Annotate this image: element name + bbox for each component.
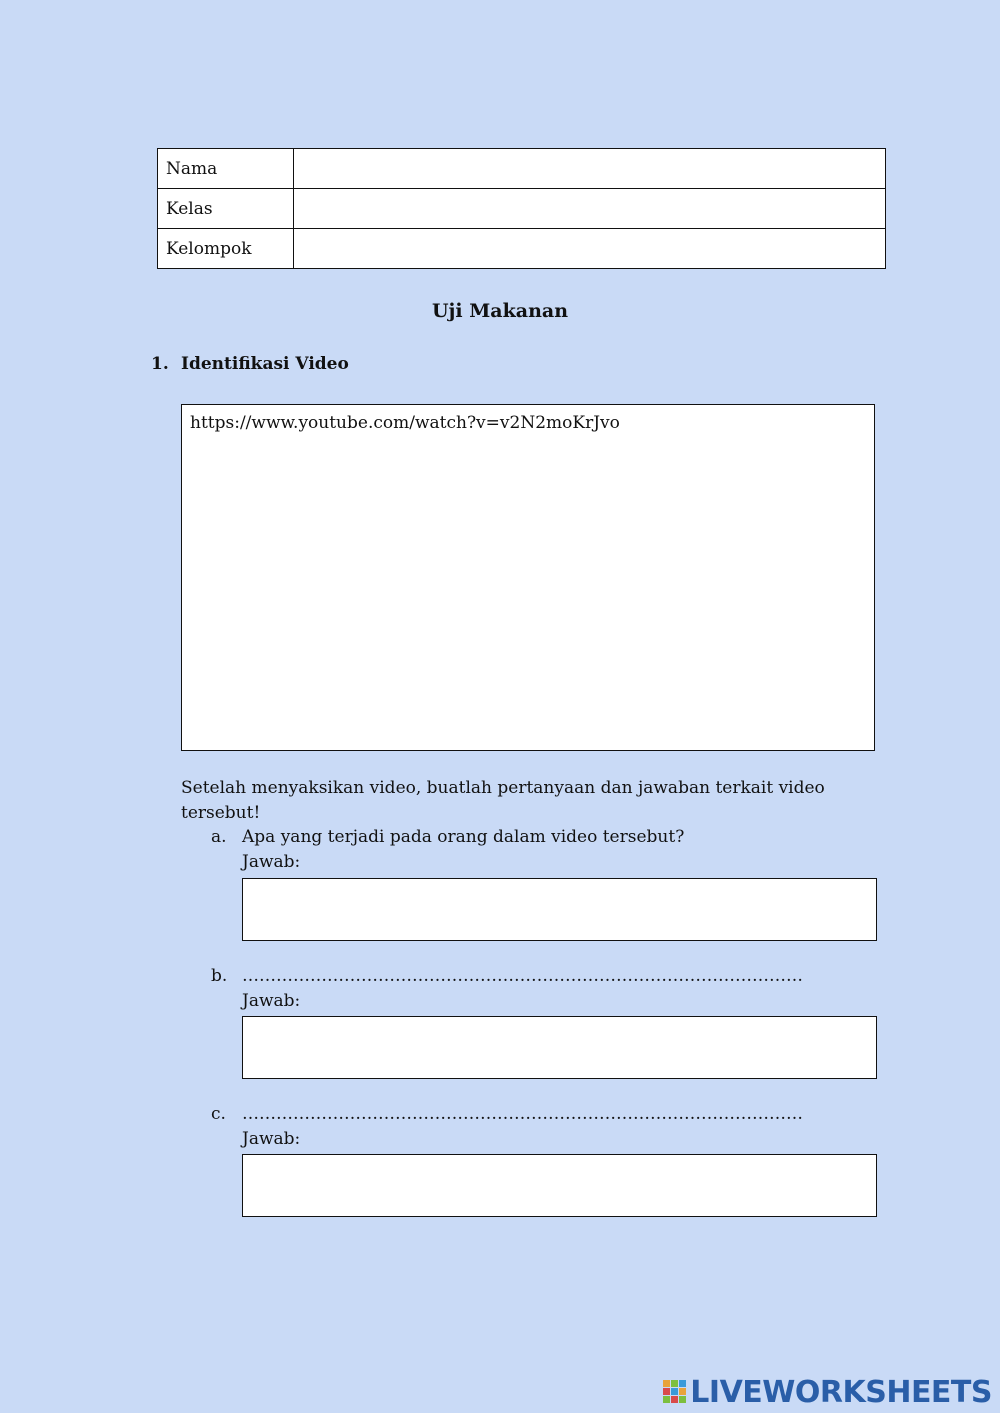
kelompok-input[interactable] — [302, 231, 881, 267]
question-c-label: c. — [211, 1104, 226, 1124]
identity-row-kelompok — [158, 229, 886, 269]
question-a-answer-label: Jawab: — [242, 852, 301, 872]
kelompok-cell — [294, 229, 886, 269]
kelompok-label: Kelompok — [158, 229, 294, 269]
question-c-answer-input[interactable] — [242, 1154, 877, 1217]
kelas-cell — [294, 189, 886, 229]
liveworksheets-logo-icon — [663, 1380, 687, 1404]
kelas-input[interactable] — [302, 191, 881, 227]
question-b-answer-label: Jawab: — [242, 991, 301, 1011]
question-c-text: ……………………………………………………………………………………… — [242, 1104, 803, 1124]
instruction-text: Setelah menyaksikan video, buatlah pertanyaan dan jawaban terkait video tersebut! — [181, 778, 825, 823]
video-url[interactable]: https://www.youtube.com/watch?v=v2N2moKrJvo — [190, 413, 620, 433]
question-b-answer-input[interactable] — [242, 1016, 877, 1079]
question-c-answer-label: Jawab: — [242, 1129, 301, 1149]
identity-row-nama — [158, 149, 886, 189]
identity-row-kelas — [158, 189, 886, 229]
kelas-label: Kelas — [158, 189, 294, 229]
nama-label: Nama — [158, 149, 294, 189]
section-number: 1. — [151, 354, 169, 374]
video-embed-box[interactable] — [181, 404, 875, 751]
question-a-answer-input[interactable] — [242, 878, 877, 941]
question-b-label: b. — [211, 966, 228, 986]
question-a-label: a. — [211, 827, 227, 847]
liveworksheets-brand[interactable] — [663, 1374, 992, 1410]
question-a-text: Apa yang terjadi pada orang dalam video tersebut? — [242, 827, 685, 847]
nama-input[interactable] — [302, 151, 881, 187]
brand-name: LIVEWORKSHEETS — [690, 1374, 992, 1410]
nama-cell — [294, 149, 886, 189]
question-b-text: ……………………………………………………………………………………… — [242, 966, 803, 986]
student-identity-table — [157, 148, 886, 269]
section-heading — [151, 354, 349, 374]
page-title: Uji Makanan — [431, 300, 569, 322]
section-title: Identifikasi Video — [181, 354, 349, 374]
